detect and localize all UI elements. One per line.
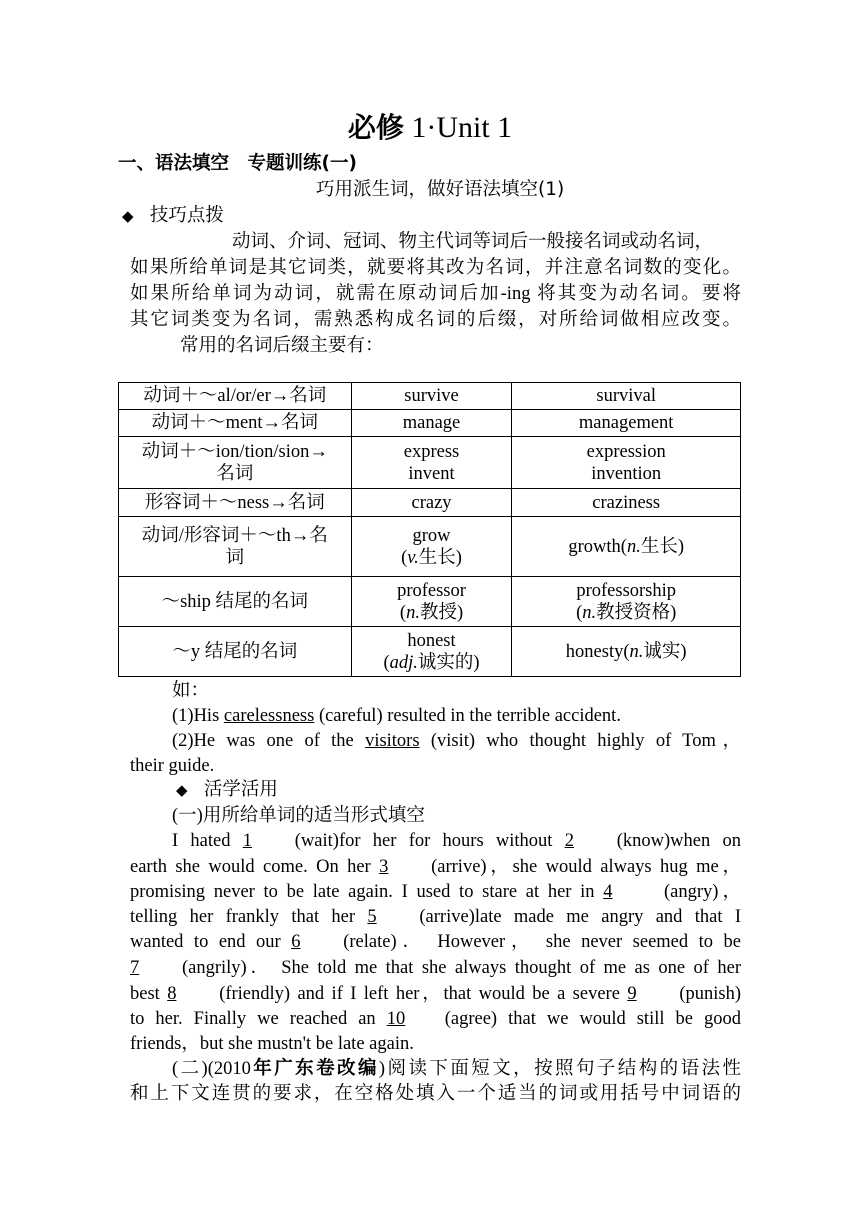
table-cell-base: manage — [351, 410, 512, 437]
answer-blank[interactable]: 9 — [627, 984, 637, 1004]
table-cell-base — [351, 627, 512, 677]
passage-line — [130, 1007, 741, 1031]
part2-line-1 — [172, 1057, 741, 1081]
base-word: invent — [408, 463, 455, 484]
table-cell-derived: honesty(n.诚实) — [512, 627, 741, 677]
answer-blank[interactable]: 3 — [379, 857, 389, 877]
example-2-pre: (2)He was one of the — [172, 731, 366, 751]
base-cn: 诚实的 — [417, 652, 474, 673]
passage-text: promising never to be late again. I used to stare at her in — [130, 882, 604, 902]
table-cell-base — [351, 577, 512, 627]
table-row — [119, 517, 741, 577]
base-cn: 生长 — [418, 547, 456, 568]
base-cn: 教授 — [419, 602, 457, 623]
derived-pos: n. — [626, 536, 641, 557]
passage-line — [130, 1032, 414, 1056]
passage-line — [130, 905, 741, 929]
part2-line-2: 和上下文连贯的要求，在空格处填入一个适当的词或用括号中词语的 — [130, 1084, 741, 1104]
table-row — [119, 437, 741, 489]
derived-word: honesty — [565, 641, 624, 662]
table-row — [119, 489, 741, 517]
part1-title: (一)用所给单词的适当形式填空 — [172, 806, 425, 826]
passage-text: (arrive)late made me angry and that I — [419, 907, 741, 927]
passage-text: (angry)， — [655, 882, 741, 902]
tips-heading: 技巧点拨 — [149, 205, 224, 226]
table-cell-derived: management — [512, 410, 741, 437]
answer-blank[interactable]: 7 — [130, 958, 140, 978]
title-cn: 必修 — [347, 111, 404, 144]
practice-heading-row — [176, 778, 278, 802]
table-cell-rule: 形容词＋～ness→名词 — [119, 489, 352, 517]
table-cell-rule — [119, 437, 352, 489]
part2-pre: (二)(2010 — [172, 1059, 251, 1079]
table-row — [119, 577, 741, 627]
derived-gloss: (n.教授资格) — [576, 602, 677, 623]
diamond-bullet-icon: ◆ — [176, 781, 188, 799]
table-row — [119, 627, 741, 677]
example-2 — [172, 729, 741, 753]
base-word: honest — [407, 630, 456, 651]
table-cell-base: crazy — [351, 489, 512, 517]
answer-blank[interactable]: 2 — [564, 831, 574, 851]
passage-text: friends，but she mustn't be late again. — [130, 1034, 414, 1054]
table-row — [119, 410, 741, 437]
base-gloss: (n.教授) — [399, 602, 464, 623]
example-2-answer: visitors — [365, 731, 420, 751]
derived-word: professorship — [576, 580, 677, 601]
table-cell-derived: survival — [512, 383, 741, 410]
example-1-answer: carelessness — [223, 706, 315, 726]
page-title — [0, 108, 860, 148]
table-cell-rule: 动词＋～ment→名词 — [119, 410, 352, 437]
base-pos: v. — [407, 547, 419, 568]
base-pos: n. — [406, 602, 420, 623]
passage-text: (friendly) and if I left her，that would be a severe — [219, 984, 628, 1004]
table-cell-base — [351, 517, 512, 577]
answer-blank[interactable]: 5 — [367, 907, 377, 927]
derived-pos: n. — [582, 602, 597, 623]
rule-line: 动词/形容词＋～th→名 — [141, 525, 328, 546]
derived-cn: 诚实 — [643, 641, 681, 662]
answer-blank[interactable]: 6 — [291, 932, 301, 952]
base-pos: adj. — [389, 652, 418, 673]
rule-line: 词 — [225, 547, 245, 568]
suffix-table — [118, 382, 741, 677]
passage-text: (wait)for her for hours without — [294, 831, 565, 851]
tips-heading-row — [122, 204, 224, 228]
passage-text: best — [130, 984, 168, 1004]
passage-text: (relate)． However， she never seemed to be — [343, 932, 741, 952]
derived-word: invention — [591, 463, 662, 484]
answer-blank[interactable]: 1 — [242, 831, 253, 851]
base-gloss: (adj.诚实的) — [383, 652, 480, 673]
passage-text: earth she would come. On her — [130, 857, 380, 877]
passage-line — [130, 930, 741, 954]
answer-blank[interactable]: 8 — [167, 984, 177, 1004]
base-word: professor — [397, 580, 466, 601]
derived-word: expression — [586, 441, 666, 462]
table-cell-base: survive — [351, 383, 512, 410]
passage-line — [130, 880, 741, 904]
passage-text: telling her frankly that her — [130, 907, 368, 927]
example-2-post: (visit) who thought highly of Tom， — [419, 731, 741, 751]
tips-line-5: 常用的名词后缀主要有： — [180, 336, 384, 356]
sub-heading: 巧用派生词，做好语法填空(1) — [316, 179, 565, 200]
tips-line-4: 其它词类变为名词，需熟悉构成名词的后缀，对所给词做相应改变。 — [130, 310, 741, 330]
table-cell-rule: ～y 结尾的名词 — [119, 627, 352, 677]
passage-text: (punish) — [679, 984, 741, 1004]
passage-line — [130, 956, 741, 980]
tips-line-2: 如果所给单词是其它词类，就要将其改为名词，并注意名词数的变化。 — [130, 258, 741, 278]
tips-line-1: 动词、介词、冠词、物主代词等词后一般接名词或动名词， — [232, 232, 714, 252]
table-row — [119, 383, 741, 410]
passage-line — [172, 829, 741, 853]
diamond-bullet-icon: ◆ — [122, 207, 134, 225]
base-word: grow — [412, 525, 451, 546]
derived-cn: 教授资格 — [596, 602, 671, 623]
passage-text: (arrive)，she would always hug me， — [431, 857, 741, 877]
example-1-pre: (1)His — [172, 706, 224, 726]
passage-text: to her. Finally we reached an — [130, 1009, 387, 1029]
tips-line-3: 如果所给单词为动词，就需在原动词后加-ing 将其变为动名词。要将 — [130, 284, 741, 304]
passage-line — [130, 855, 741, 879]
table-cell-derived — [512, 577, 741, 627]
passage-text: (know)when on — [616, 831, 741, 851]
table-cell-rule: ～ship 结尾的名词 — [119, 577, 352, 627]
examples-label: 如： — [172, 681, 210, 701]
passage-text: (angrily)． She told me that she always thought of me as one of her — [182, 958, 741, 978]
derived-cn: 生长 — [640, 536, 678, 557]
table-cell-base — [351, 437, 512, 489]
rule-line: 名词 — [216, 463, 254, 484]
base-word: express — [403, 441, 460, 462]
practice-heading: 活学活用 — [203, 779, 278, 800]
part2-post: )阅读下面短文，按照句子结构的语法性 — [378, 1059, 741, 1079]
rule-line: 动词＋～ion/tion/sion→ — [141, 441, 328, 462]
table-cell-derived: craziness — [512, 489, 741, 517]
title-en: 1·Unit 1 — [411, 111, 513, 144]
passage-text: I hated — [172, 831, 243, 851]
answer-blank[interactable]: 4 — [603, 882, 613, 902]
example-1 — [172, 704, 621, 728]
table-cell-rule: 动词＋～al/or/er→名词 — [119, 383, 352, 410]
section-heading: 一、语法填空 专题训练(一) — [118, 153, 357, 174]
passage-text: (agree) that we would still be good — [444, 1009, 741, 1029]
base-gloss: (v.生长) — [401, 547, 462, 568]
passage-text: wanted to end our — [130, 932, 292, 952]
table-cell-rule — [119, 517, 352, 577]
answer-blank[interactable]: 10 — [386, 1009, 406, 1029]
example-2-line2: their guide. — [130, 756, 215, 776]
passage-line — [130, 982, 741, 1006]
derived-word: growth — [568, 536, 621, 557]
table-cell-derived: growth(n.生长) — [512, 517, 741, 577]
example-1-post: (careful) resulted in the terrible accident. — [314, 706, 621, 726]
table-cell-derived — [512, 437, 741, 489]
part2-source: 年广东卷改编 — [250, 1058, 379, 1079]
derived-pos: n. — [629, 641, 644, 662]
